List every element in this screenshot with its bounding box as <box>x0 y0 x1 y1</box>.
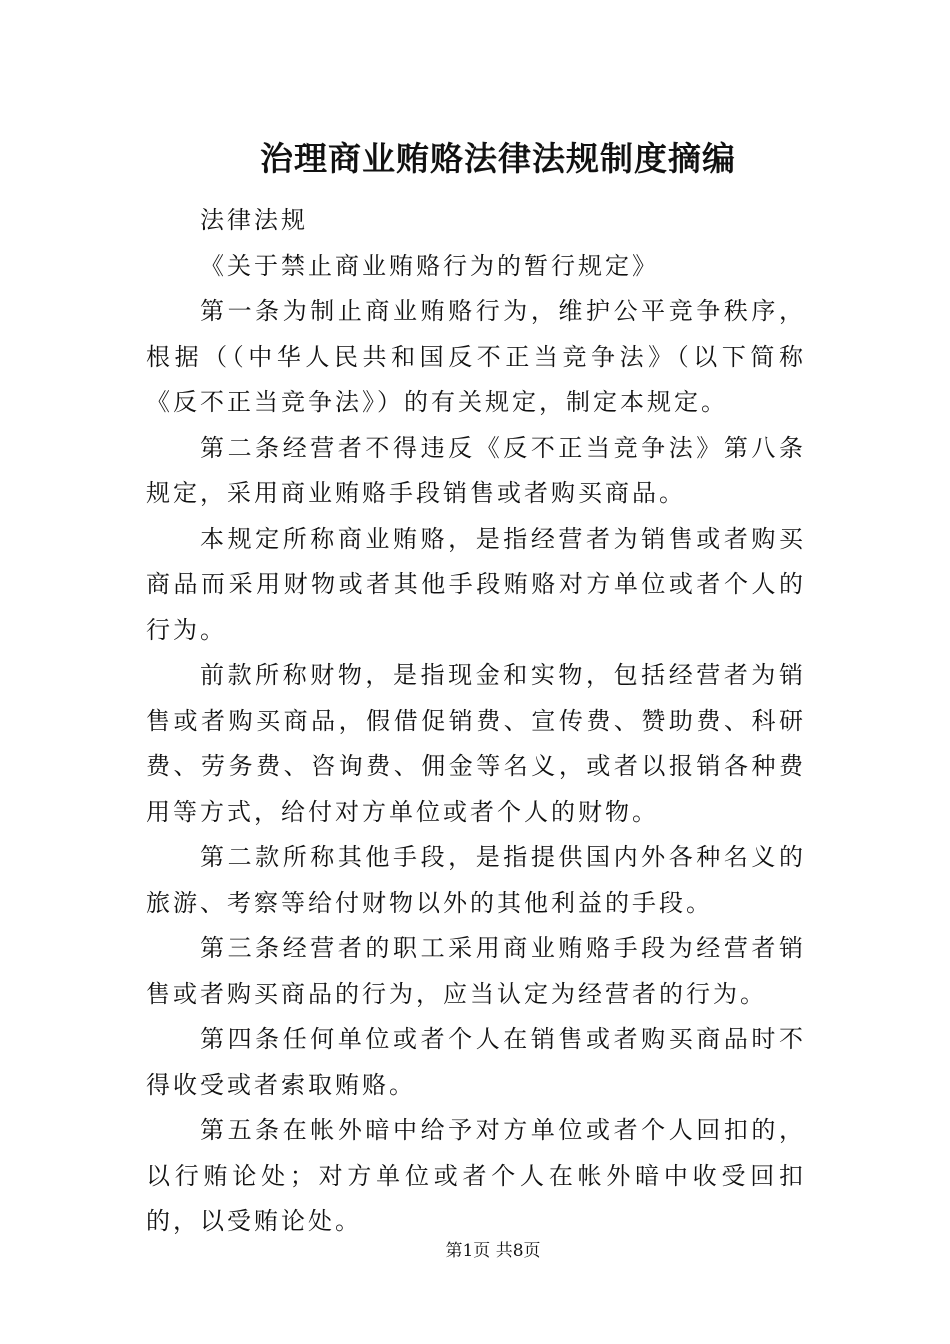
paragraph-definition-property: 前款所称财物，是指现金和实物，包括经营者为销售或者购买商品，假借促销费、宣传费、赞助费、科研费、劳务费、咨询费、佣金等名义，或者以报销各种费用等方式，给付对方单位或者个人的财物。 <box>146 661 806 826</box>
paragraph-definition-bribery: 本规定所称商业贿赂，是指经营者为销售或者购买商品而采用财物或者其他手段贿赂对方单位或者个人的行为。 <box>146 524 806 644</box>
document-title: 治理商业贿赂法律法规制度摘编 <box>260 139 736 178</box>
paragraph-article-1: 第一条为制止商业贿赂行为，维护公平竞争秩序，根据（（中华人民共和国反不正当竞争法》（以下简称《反不正当竞争法》）的有关规定，制定本规定。 <box>146 297 806 416</box>
page-number-footer: 第1页 共8页 <box>445 1241 541 1261</box>
paragraph-article-5: 第五条在帐外暗中给予对方单位或者个人回扣的，以行贿论处；对方单位或者个人在帐外暗中收受回扣的，以受贿论处。 <box>146 1116 806 1235</box>
document-body <box>146 198 806 1245</box>
paragraph-regulation-name: 《关于禁止商业贿赂行为的暂行规定》 <box>200 251 659 280</box>
paragraph-article-3: 第三条经营者的职工采用商业贿赂手段为经营者销售或者购买商品的行为，应当认定为经营者的行为。 <box>146 934 806 1008</box>
paragraph-definition-other-means: 第二款所称其他手段，是指提供国内外各种名义的旅游、考察等给付财物以外的其他利益的手段。 <box>146 843 806 917</box>
paragraph-article-4: 第四条任何单位或者个人在销售或者购买商品时不得收受或者索取贿赂。 <box>146 1025 806 1099</box>
paragraph-article-2: 第二条经营者不得违反《反不正当竞争法》第八条规定，采用商业贿赂手段销售或者购买商品。 <box>146 433 806 507</box>
paragraph-section-heading: 法律法规 <box>200 206 308 234</box>
